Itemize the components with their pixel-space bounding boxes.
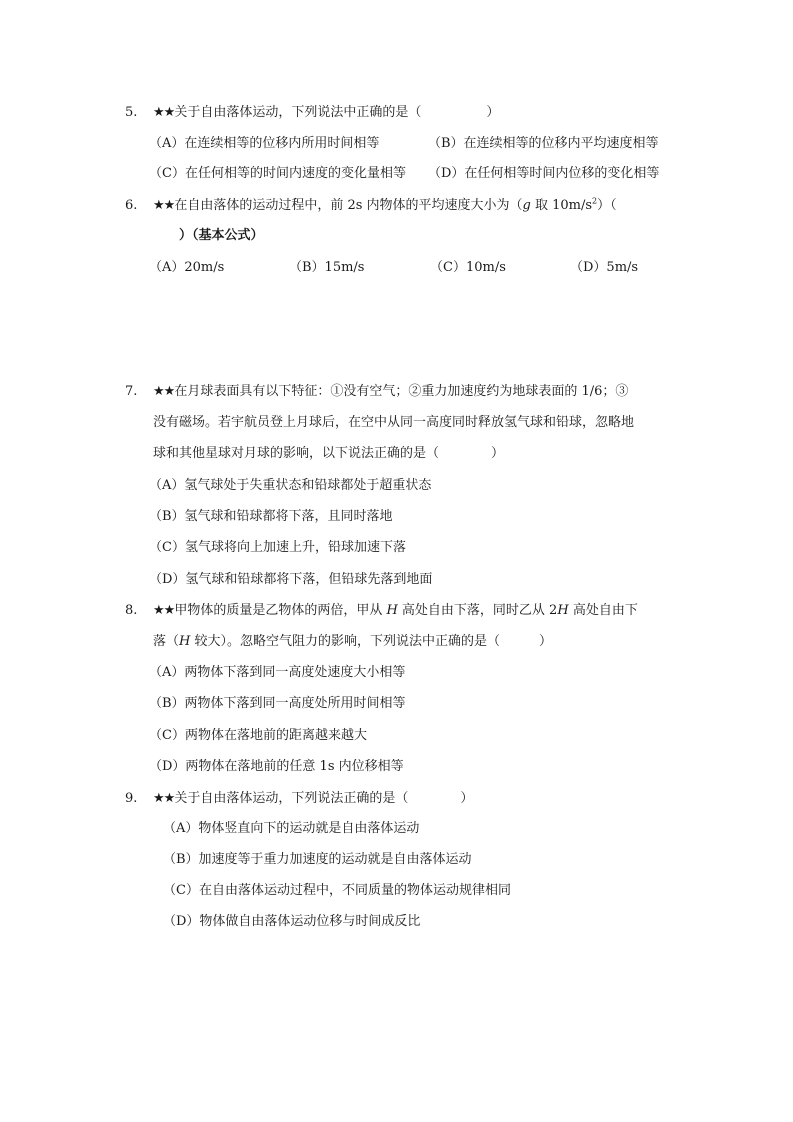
option-b: （B）加速度等于重力加速度的运动就是自由落体运动 bbox=[163, 852, 472, 867]
option-c: （C）在自由落体运动过程中，不同质量的物体运动规律相同 bbox=[163, 883, 511, 898]
option-b: （B）两物体下落到同一高度处所用时间相等 bbox=[149, 696, 406, 711]
option-a: （A）在连续相等的位移内所用时间相等 bbox=[149, 136, 380, 151]
option-a: （A）20m/s bbox=[149, 260, 225, 275]
question-stem: ★★关于自由落体运动，下列说法中正确的是（ ） bbox=[153, 105, 500, 120]
question-stem: ★★在月球表面具有以下特征：①没有空气；②重力加速度约为地球表面的 1/6；③ bbox=[153, 384, 629, 399]
option-c: （C）两物体在落地前的距离越来越大 bbox=[149, 728, 367, 743]
option-b: （B）氢气球和铅球都将下落，且同时落地 bbox=[149, 509, 393, 524]
difficulty-stars: ★★ bbox=[153, 603, 175, 618]
question-number: 5. bbox=[125, 105, 138, 120]
option-a: （A）物体竖直向下的运动就是自由落体运动 bbox=[163, 821, 420, 836]
option-d: （D）氢气球和铅球都将下落，但铅球先落到地面 bbox=[149, 572, 433, 587]
difficulty-stars: ★★ bbox=[153, 791, 175, 806]
option-a: （A）两物体下落到同一高度处速度大小相等 bbox=[149, 665, 406, 680]
option-d: （D）物体做自由落体运动位移与时间成反比 bbox=[163, 914, 421, 929]
option-d: （D）5m/s bbox=[570, 260, 639, 275]
option-d: （D）两物体在落地前的任意 1s 内位移相等 bbox=[149, 759, 404, 774]
difficulty-stars: ★★ bbox=[153, 384, 175, 399]
question-number: 9. bbox=[125, 791, 138, 806]
question-number: 8. bbox=[125, 603, 138, 618]
question-stem-line-3: 球和其他星球对月球的影响，以下说法正确的是（ ） bbox=[153, 446, 505, 461]
question-stem-line-2: 没有磁场。若宇航员登上月球后，在空中从同一高度同时释放氢气球和铅球，忽略地 bbox=[153, 415, 635, 430]
option-d: （D）在任何相等时间内位移的变化相等 bbox=[428, 166, 660, 181]
question-stem: ★★在自由落体的运动过程中，前 2s 内物体的平均速度大小为（g 取 $10m/s^2$）（ bbox=[153, 196, 617, 213]
question-number: 7. bbox=[125, 384, 138, 399]
question-stem: ★★甲物体的质量是乙物体的两倍，甲从 H 高处自由下落，同时乙从 2H 高处自由下 bbox=[153, 603, 638, 618]
question-stem-line-2: ）（基本公式） bbox=[153, 228, 264, 243]
difficulty-stars: ★★ bbox=[153, 105, 175, 120]
option-c: （C）在任何相等的时间内速度的变化量相等 bbox=[149, 166, 406, 181]
option-c: （C）10m/s bbox=[430, 260, 506, 275]
difficulty-stars: ★★ bbox=[153, 198, 175, 213]
question-stem: ★★关于自由落体运动，下列说法正确的是（ ） bbox=[153, 791, 474, 806]
option-b: （B）在连续相等的位移内平均速度相等 bbox=[428, 136, 659, 151]
question-stem-line-2: 落（H 较大）。忽略空气阻力的影响，下列说法中正确的是（ ） bbox=[153, 634, 552, 649]
option-c: （C）氢气球将向上加速上升，铅球加速下落 bbox=[149, 540, 406, 555]
option-a: （A）氢气球处于失重状态和铅球都处于超重状态 bbox=[149, 478, 432, 493]
option-b: （B）15m/s bbox=[289, 260, 365, 275]
question-number: 6. bbox=[125, 198, 138, 213]
